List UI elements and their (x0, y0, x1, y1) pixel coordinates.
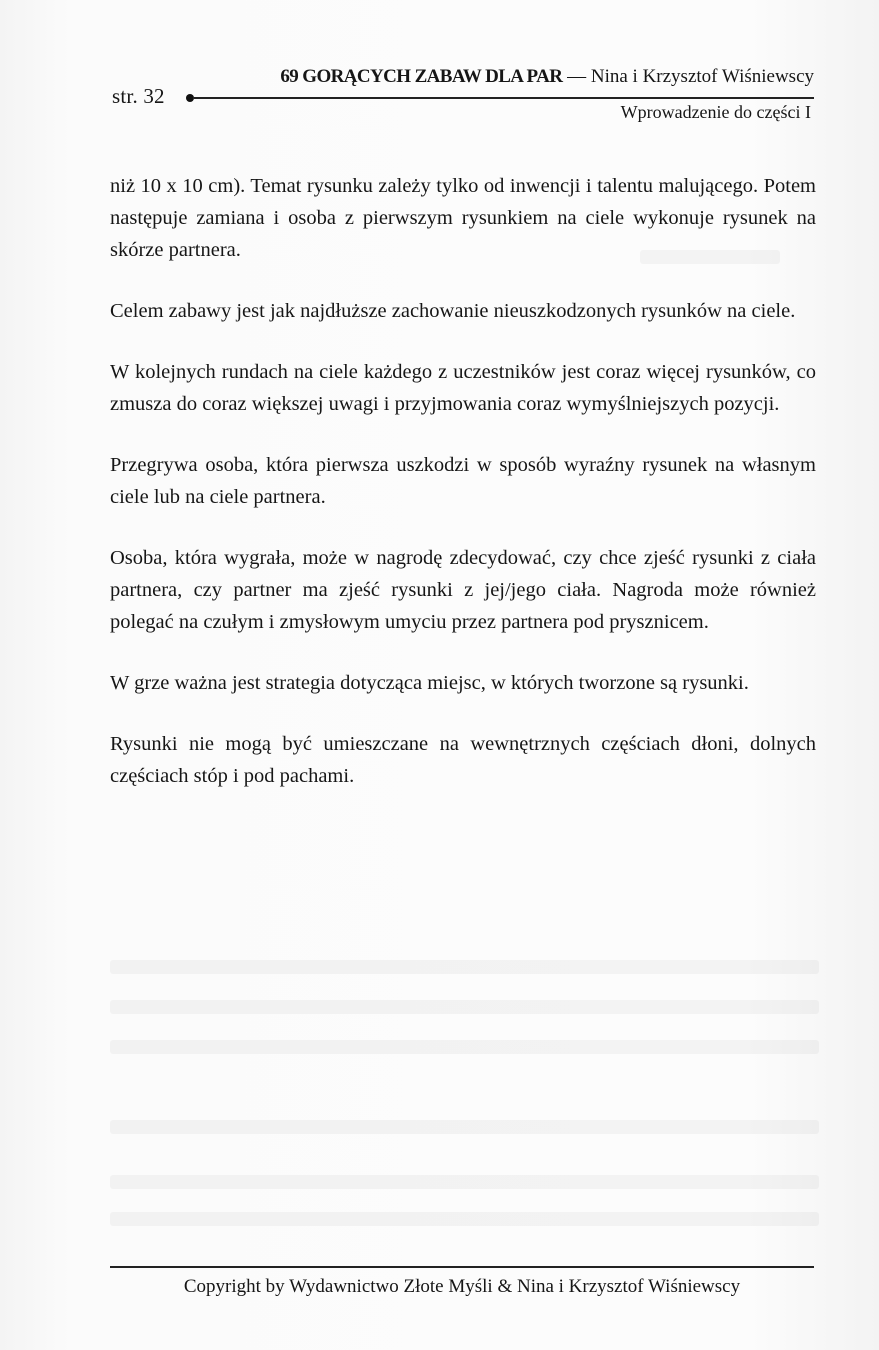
header-bullet-icon (186, 94, 194, 102)
header-rule (194, 97, 814, 99)
running-header-title (280, 66, 814, 88)
paragraph: niż 10 x 10 cm). Temat rysunku zależy tylko od inwencji i talentu malującego. Potem następuje zamiana i osoba z pierwszym rysunkiem na ciele wykonuje rysunek na skórze partnera. (110, 175, 816, 261)
paragraph: Przegrywa osoba, która pierwsza uszkodzi w sposób wyraźny rysunek na własnym ciele lub na ciele partnera. (110, 454, 816, 508)
paragraph: Celem zabawy jest jak najdłuższe zachowanie nieuszkodzonych rysunków na ciele. (110, 300, 796, 322)
show-through (110, 1175, 819, 1189)
paragraph: W kolejnych rundach na ciele każdego z uczestników jest coraz więcej rysunków, co zmusza do coraz większej uwagi i przyjmowania coraz wymyślniejszych pozycji. (110, 361, 816, 415)
footer-rule (110, 1266, 814, 1268)
copyright-notice: Copyright by Wydawnictwo Złote Myśli & Nina i Krzysztof Wiśniewscy (183, 1276, 741, 1297)
paragraph: W grze ważna jest strategia dotycząca miejsc, w których tworzone są rysunki. (110, 672, 749, 694)
book-authors: Nina i Krzysztof Wiśniewscy (590, 66, 814, 87)
paragraph: Osoba, która wygrała, może w nagrodę zdecydować, czy chce zjeść rysunki z ciała partnera, czy partner ma zjeść rysunki z jej/jego ciała. Nagroda może również polegać na czułym i zmysłowym umyciu przez partnera pod prysznicem. (110, 547, 816, 633)
page-number: str. 32 (112, 84, 165, 108)
show-through (110, 1212, 819, 1226)
paragraph: Rysunki nie mogą być umieszczane na wewnętrznych częściach dłoni, dolnych częściach stóp i pod pachami. (110, 733, 816, 787)
show-through (110, 1040, 819, 1054)
show-through (110, 1000, 819, 1014)
book-title: 69 GORĄCYCH ZABAW DLA PAR (280, 66, 563, 87)
body-text (110, 170, 816, 821)
show-through (110, 1120, 819, 1134)
title-separator: — (562, 66, 591, 87)
show-through (110, 960, 819, 974)
section-title: Wprowadzenie do części I (620, 102, 811, 122)
